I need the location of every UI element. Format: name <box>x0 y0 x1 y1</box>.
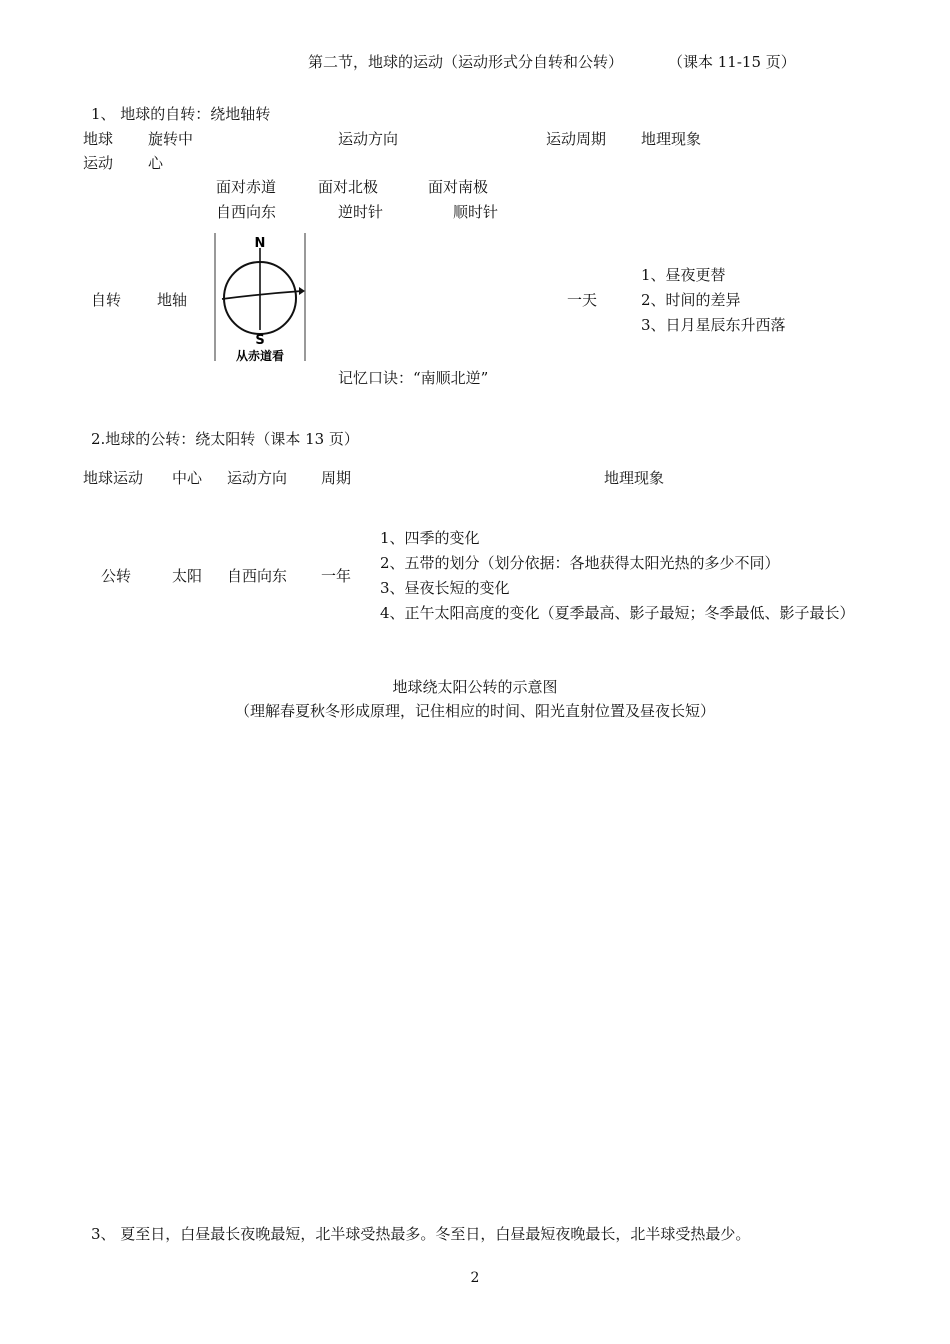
rotation-arrow-icon <box>299 287 305 295</box>
revolution-period: 一年 <box>321 567 352 585</box>
revolution-center: 太阳 <box>172 567 203 585</box>
revolution-phenomenon-4: 4、正午太阳高度的变化（夏季最高、影子最短；冬季最低、影子最长） <box>380 604 855 622</box>
rotation-header-motion-2: 运动 <box>83 154 114 172</box>
rotation-period: 一天 <box>567 291 598 309</box>
rotation-header-center-1: 旋转中 <box>148 130 194 148</box>
view-south-pole-label: 面对南极 <box>428 178 489 196</box>
revolution-phenomenon-2: 2、五带的划分（划分依据：各地获得太阳光热的多少不同） <box>380 554 780 572</box>
globe-north-label: N <box>254 236 266 251</box>
page-number: 2 <box>470 1270 480 1286</box>
rotation-header-period: 运动周期 <box>546 130 607 148</box>
revolution-direction: 自西向东 <box>227 567 288 585</box>
rotation-header-motion-1: 地球 <box>83 130 114 148</box>
rotation-header-direction: 运动方向 <box>338 130 399 148</box>
equator-arc <box>222 291 302 299</box>
section-title: 第二节，地球的运动（运动形式分自转和公转） <box>308 53 624 71</box>
rotation-phenomenon-2: 2、时间的差异 <box>641 291 741 309</box>
diagram-subtitle: （理解春夏秋冬形成原理，记住相应的时间、阳光直射位置及昼夜长短） <box>234 702 715 720</box>
view-equator-label: 面对赤道 <box>216 178 277 196</box>
rotation-heading: 1、 地球的自转：绕地轴转 <box>91 105 271 123</box>
revolution-header-period: 周期 <box>321 469 352 487</box>
globe-svg <box>214 232 306 362</box>
revolution-header-phenomena: 地理现象 <box>604 469 665 487</box>
rotation-motion: 自转 <box>91 291 122 309</box>
revolution-header-center: 中心 <box>172 469 203 487</box>
revolution-phenomenon-1: 1、四季的变化 <box>380 529 480 547</box>
revolution-header-direction: 运动方向 <box>227 469 288 487</box>
revolution-heading: 2.地球的公转：绕太阳转（课本 13 页） <box>91 430 359 448</box>
globe-south-label: S <box>255 333 265 348</box>
revolution-phenomenon-3: 3、昼夜长短的变化 <box>380 579 510 597</box>
globe-caption: 从赤道看 <box>235 349 285 362</box>
rotation-mnemonic: 记忆口诀：“南顺北逆” <box>338 369 489 387</box>
view-north-pole-label: 面对北极 <box>318 178 379 196</box>
view-equator-direction: 自西向东 <box>216 203 277 221</box>
rotation-header-center-2: 心 <box>148 154 164 172</box>
rotation-phenomenon-1: 1、昼夜更替 <box>641 266 726 284</box>
rotation-header-phenomena: 地理现象 <box>641 130 702 148</box>
globe-figure <box>214 232 306 362</box>
rotation-phenomenon-3: 3、日月星辰东升西落 <box>641 316 786 334</box>
section-pages: （课本 11-15 页） <box>668 53 796 71</box>
view-north-pole-direction: 逆时针 <box>338 203 384 221</box>
point-3-text: 3、 夏至日，白昼最长夜晚最短，北半球受热最多。冬至日，白昼最短夜晚最长，北半球受热最少。 <box>91 1225 751 1243</box>
revolution-motion: 公转 <box>101 567 132 585</box>
rotation-center: 地轴 <box>157 291 188 309</box>
diagram-title: 地球绕太阳公转的示意图 <box>392 678 558 696</box>
view-south-pole-direction: 顺时针 <box>453 203 499 221</box>
revolution-header-motion: 地球运动 <box>83 469 144 487</box>
